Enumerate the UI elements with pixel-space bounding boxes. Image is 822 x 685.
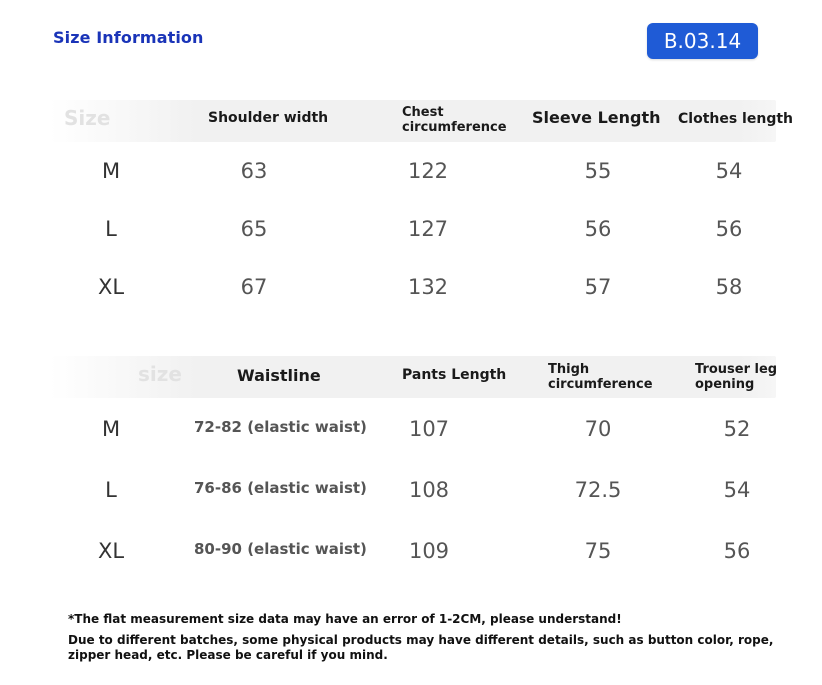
- bottom-row-xl-thigh: 75: [584, 539, 612, 563]
- bottom-header-thigh: [548, 362, 653, 392]
- bottom-row-xl-opening: 56: [723, 539, 751, 563]
- bottom-row-l-pants: 108: [408, 478, 450, 502]
- top-row-xl-size: XL: [97, 275, 125, 299]
- top-row-m-shoulder: 63: [240, 159, 268, 183]
- top-header-sleeve: Sleeve Length: [532, 108, 661, 127]
- bottom-row-m-waist: 72-82 (elastic waist): [194, 418, 367, 436]
- batch-note: Due to different batches, some physical products may have different details, such as button color, rope, zipper head, etc. Please be careful if you mind.: [68, 633, 774, 662]
- top-row-l-length: 56: [715, 217, 743, 241]
- top-header-shoulder: Shoulder width: [208, 110, 329, 126]
- page-title: Size Information: [53, 28, 204, 47]
- top-row-xl-length: 58: [715, 275, 743, 299]
- bottom-row-m-thigh: 70: [584, 417, 612, 441]
- bottom-header-trouser-opening: [695, 362, 777, 392]
- top-row-m-length: 54: [715, 159, 743, 183]
- bottom-row-m-size: M: [101, 417, 121, 441]
- top-row-l-size: L: [105, 217, 117, 241]
- bottom-row-l-thigh: 72.5: [574, 478, 622, 502]
- bottom-row-m-opening: 52: [723, 417, 751, 441]
- top-row-l-sleeve: 56: [584, 217, 612, 241]
- top-row-l-chest: 127: [407, 217, 449, 241]
- bottom-row-l-waist: 76-86 (elastic waist): [194, 479, 367, 497]
- top-header-size: Size: [64, 106, 111, 130]
- top-header-chest: [402, 105, 507, 135]
- bottom-header-pants-length: Pants Length: [402, 367, 507, 383]
- bottom-header-waistline: Waistline: [237, 366, 321, 385]
- bottom-row-l-opening: 54: [723, 478, 751, 502]
- bottom-header-trouser-line1: Trouser leg: [695, 362, 778, 377]
- measurement-note: *The flat measurement size data may have an error of 1-2CM, please understand!: [68, 612, 622, 626]
- bottom-header-thigh-line2: circumference: [548, 377, 653, 392]
- top-row-m-size: M: [101, 159, 121, 183]
- bottom-header-size: size: [138, 362, 182, 386]
- bottom-header-thigh-line1: Thigh: [548, 362, 590, 377]
- bottom-row-m-pants: 107: [408, 417, 450, 441]
- product-code-badge: B.03.14: [647, 23, 758, 59]
- top-row-xl-shoulder: 67: [240, 275, 268, 299]
- bottom-row-xl-waist: 80-90 (elastic waist): [194, 540, 367, 558]
- top-row-xl-sleeve: 57: [584, 275, 612, 299]
- top-header-clothes-length: Clothes length: [678, 111, 793, 127]
- bottom-row-l-size: L: [105, 478, 117, 502]
- top-header-chest-line2: circumference: [402, 120, 507, 135]
- top-row-m-sleeve: 55: [584, 159, 612, 183]
- top-row-m-chest: 122: [407, 159, 449, 183]
- bottom-row-xl-size: XL: [97, 539, 125, 563]
- top-row-l-shoulder: 65: [240, 217, 268, 241]
- bottom-header-trouser-line2: opening: [695, 377, 755, 392]
- bottom-row-xl-pants: 109: [408, 539, 450, 563]
- top-row-xl-chest: 132: [407, 275, 449, 299]
- top-header-chest-line1: Chest: [402, 105, 444, 120]
